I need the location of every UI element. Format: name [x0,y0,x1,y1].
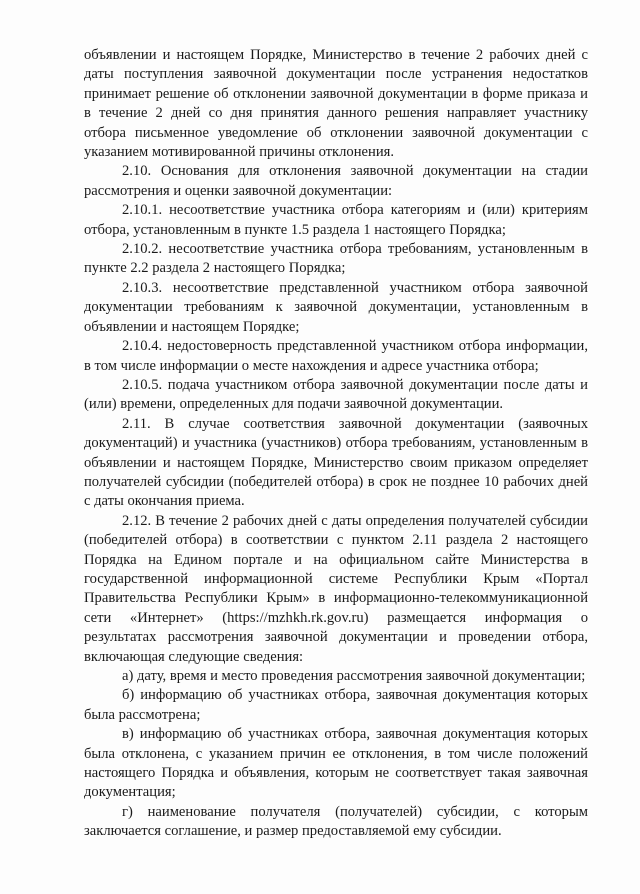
list-item-g: г) наименование получателя (получателей) субсидии, с которым заключается соглашение, и размер предоставляемой ему субсидии. [84,803,588,840]
paragraph-2-11: 2.11. В случае соответствия заявочной документации (заявочных документаций) и участника (участников) отбора требованиям, установленным в объявлении и настоящем Порядке, Министерство своим приказом определяет получателей субсидии (победителей отбора) в срок не позднее 10 рабочих дней с даты окончания приема. [84,415,588,510]
paragraph-2-10: 2.10. Основания для отклонения заявочной документации на стадии рассмотрения и оценки заявочной документации: [84,163,588,199]
list-item-b: б) информацию об участниках отбора, заявочная документация которых была рассмотрена; [84,687,588,723]
paragraph-2-12: 2.12. В течение 2 рабочих дней с даты определения получателей субсидии (победителей отбора) в соответствии с пунктом 2.11 раздела 2 настоящего Порядка на Едином портале и на официальном сайте Министерства в государственной информационной системе Республики Крым «Портал Правительства Республики Крым» в информационно-телекоммуникационной сети «Интернет» (https://mzhkh.rk.gov.ru) размещается информация о результатах рассмотрения заявочной документации и проведении отбора, включающая следующие сведения: [84,512,588,665]
list-item-v: в) информацию об участниках отбора, заявочная документация которых была отклонена, с указанием причин ее отклонения, в том числе положений настоящего Порядка и объявления, которым не соответствует такая заявочная документация; [84,726,588,801]
paragraph-continuation: объявлении и настоящем Порядке, Министерство в течение 2 рабочих дней с даты поступления заявочной документации после устранения недостатков принимает решение об отклонении заявочной документации в форме приказа и в течение 2 дней со дня принятия данного решения направляет участнику отбора письменное уведомление об отклонении заявочной документации с указанием мотивированной причины отклонения. [84,47,588,161]
paragraph-2-10-1: 2.10.1. несоответствие участника отбора категориям и (или) критериям отбора, установленным в пункте 1.5 раздела 1 настоящего Порядка; [84,202,588,238]
paragraph-2-10-5: 2.10.5. подача участником отбора заявочной документации после даты и (или) времени, определенных для подачи заявочной документации. [84,376,588,413]
paragraph-2-10-4: 2.10.4. недостоверность представленной участником отбора информации, в том числе информации о месте нахождения и адресе участника отбора; [84,338,588,374]
list-item-a: а) дату, время и место проведения рассмотрения заявочной документации; [122,668,586,684]
document-body [84,46,588,842]
paragraph-2-10-2: 2.10.2. несоответствие участника отбора требованиям, установленным в пункте 2.2 раздела 2 настоящего Порядка; [84,241,588,277]
paragraph-2-10-3: 2.10.3. несоответствие представленной участником отбора заявочной документации требованиям к заявочной документации, установленным в объявлении и настоящем Порядке; [84,279,588,335]
